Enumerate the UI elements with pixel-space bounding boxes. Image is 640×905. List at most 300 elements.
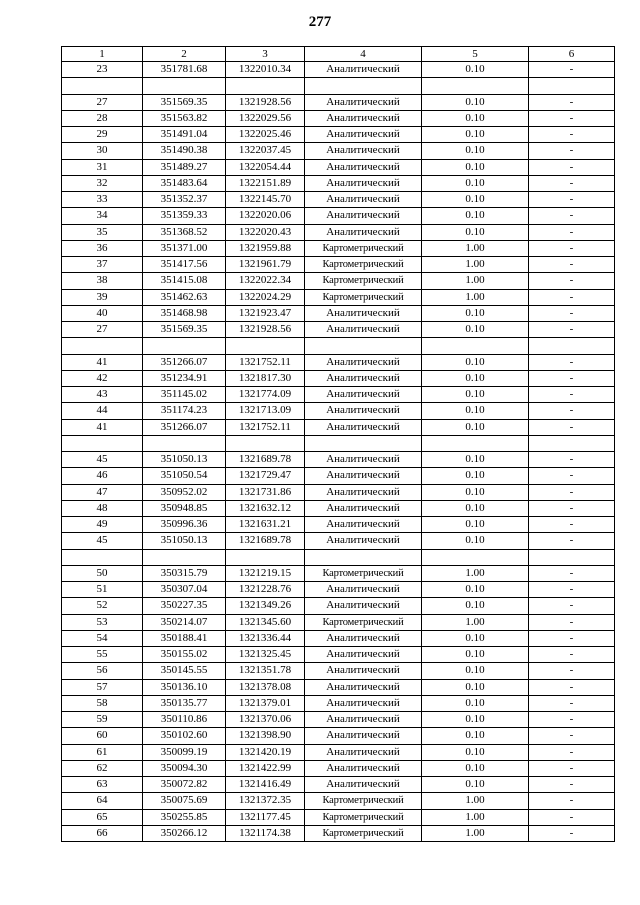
- x-coordinate-cell: 351368.52: [143, 224, 226, 240]
- table-row: [62, 777, 615, 793]
- method-cell: Аналитический: [305, 728, 422, 744]
- point-number-cell: 62: [62, 760, 143, 776]
- table-row: [62, 582, 615, 598]
- point-number-cell: 34: [62, 208, 143, 224]
- accuracy-cell: 0.10: [422, 419, 529, 435]
- accuracy-cell: 1.00: [422, 257, 529, 273]
- note-cell: -: [529, 110, 615, 126]
- table-row: [62, 614, 615, 630]
- table-row: [62, 500, 615, 516]
- accuracy-cell: 0.10: [422, 695, 529, 711]
- y-coordinate-cell: 1321928.56: [226, 322, 305, 338]
- x-coordinate-cell: 350188.41: [143, 630, 226, 646]
- x-coordinate-cell: 351483.64: [143, 175, 226, 191]
- table-row: [62, 370, 615, 386]
- method-cell: Аналитический: [305, 192, 422, 208]
- accuracy-cell: 0.10: [422, 484, 529, 500]
- x-coordinate-cell: 351781.68: [143, 62, 226, 78]
- point-number-cell: [62, 338, 143, 354]
- table-row: [62, 403, 615, 419]
- point-number-cell: 51: [62, 582, 143, 598]
- method-cell: Аналитический: [305, 387, 422, 403]
- accuracy-cell: 0.10: [422, 598, 529, 614]
- table-body: [62, 62, 615, 842]
- point-number-cell: [62, 435, 143, 451]
- note-cell: -: [529, 695, 615, 711]
- table-row-separator: [62, 78, 615, 94]
- y-coordinate-cell: 1321349.26: [226, 598, 305, 614]
- table-row: [62, 452, 615, 468]
- note-cell: -: [529, 647, 615, 663]
- point-number-cell: 33: [62, 192, 143, 208]
- x-coordinate-cell: 351050.13: [143, 533, 226, 549]
- note-cell: -: [529, 484, 615, 500]
- point-number-cell: 50: [62, 565, 143, 581]
- point-number-cell: 54: [62, 630, 143, 646]
- accuracy-cell: 0.10: [422, 777, 529, 793]
- note-cell: -: [529, 744, 615, 760]
- method-cell: Аналитический: [305, 322, 422, 338]
- x-coordinate-cell: 350099.19: [143, 744, 226, 760]
- table-row: [62, 517, 615, 533]
- method-cell: Аналитический: [305, 224, 422, 240]
- point-number-cell: 31: [62, 159, 143, 175]
- accuracy-cell: 0.10: [422, 517, 529, 533]
- header-cell: 2: [143, 47, 226, 62]
- accuracy-cell: 1.00: [422, 565, 529, 581]
- point-number-cell: 57: [62, 679, 143, 695]
- method-cell: Аналитический: [305, 663, 422, 679]
- note-cell: [529, 435, 615, 451]
- table-row-separator: [62, 549, 615, 565]
- y-coordinate-cell: 1322151.89: [226, 175, 305, 191]
- x-coordinate-cell: 350307.04: [143, 582, 226, 598]
- note-cell: -: [529, 273, 615, 289]
- y-coordinate-cell: 1321351.78: [226, 663, 305, 679]
- method-cell: Аналитический: [305, 110, 422, 126]
- accuracy-cell: 1.00: [422, 273, 529, 289]
- y-coordinate-cell: [226, 78, 305, 94]
- y-coordinate-cell: [226, 435, 305, 451]
- point-number-cell: 44: [62, 403, 143, 419]
- table-row: [62, 387, 615, 403]
- accuracy-cell: 0.10: [422, 582, 529, 598]
- x-coordinate-cell: 351050.13: [143, 452, 226, 468]
- point-number-cell: 43: [62, 387, 143, 403]
- point-number-cell: 27: [62, 94, 143, 110]
- x-coordinate-cell: 350996.36: [143, 517, 226, 533]
- accuracy-cell: 0.10: [422, 143, 529, 159]
- note-cell: -: [529, 598, 615, 614]
- y-coordinate-cell: 1321345.60: [226, 614, 305, 630]
- x-coordinate-cell: 351145.02: [143, 387, 226, 403]
- note-cell: -: [529, 143, 615, 159]
- point-number-cell: 60: [62, 728, 143, 744]
- table-row: [62, 712, 615, 728]
- method-cell: Аналитический: [305, 62, 422, 78]
- table-row: [62, 354, 615, 370]
- method-cell: Аналитический: [305, 370, 422, 386]
- accuracy-cell: 0.10: [422, 452, 529, 468]
- y-coordinate-cell: 1322029.56: [226, 110, 305, 126]
- y-coordinate-cell: 1321729.47: [226, 468, 305, 484]
- y-coordinate-cell: 1322037.45: [226, 143, 305, 159]
- x-coordinate-cell: 350315.79: [143, 565, 226, 581]
- point-number-cell: 55: [62, 647, 143, 663]
- note-cell: -: [529, 94, 615, 110]
- table-row: [62, 533, 615, 549]
- note-cell: -: [529, 452, 615, 468]
- x-coordinate-cell: 350255.85: [143, 809, 226, 825]
- method-cell: Аналитический: [305, 712, 422, 728]
- y-coordinate-cell: 1321370.06: [226, 712, 305, 728]
- table-row: [62, 127, 615, 143]
- method-cell: Аналитический: [305, 500, 422, 516]
- point-number-cell: 66: [62, 825, 143, 841]
- point-number-cell: [62, 78, 143, 94]
- method-cell: Картометрический: [305, 257, 422, 273]
- header-cell: 4: [305, 47, 422, 62]
- x-coordinate-cell: 350135.77: [143, 695, 226, 711]
- y-coordinate-cell: 1321379.01: [226, 695, 305, 711]
- method-cell: Аналитический: [305, 419, 422, 435]
- note-cell: [529, 549, 615, 565]
- y-coordinate-cell: 1321416.49: [226, 777, 305, 793]
- point-number-cell: 38: [62, 273, 143, 289]
- point-number-cell: 61: [62, 744, 143, 760]
- note-cell: -: [529, 809, 615, 825]
- note-cell: -: [529, 224, 615, 240]
- x-coordinate-cell: 351489.27: [143, 159, 226, 175]
- y-coordinate-cell: 1321174.38: [226, 825, 305, 841]
- x-coordinate-cell: 350110.86: [143, 712, 226, 728]
- method-cell: Аналитический: [305, 159, 422, 175]
- point-number-cell: 49: [62, 517, 143, 533]
- note-cell: -: [529, 565, 615, 581]
- y-coordinate-cell: 1322024.29: [226, 289, 305, 305]
- table-row: [62, 289, 615, 305]
- note-cell: -: [529, 468, 615, 484]
- accuracy-cell: 0.10: [422, 224, 529, 240]
- note-cell: -: [529, 777, 615, 793]
- point-number-cell: 41: [62, 419, 143, 435]
- y-coordinate-cell: 1322020.06: [226, 208, 305, 224]
- x-coordinate-cell: 350136.10: [143, 679, 226, 695]
- note-cell: -: [529, 289, 615, 305]
- header-cell: 1: [62, 47, 143, 62]
- note-cell: -: [529, 419, 615, 435]
- y-coordinate-cell: 1321631.21: [226, 517, 305, 533]
- accuracy-cell: 0.10: [422, 712, 529, 728]
- note-cell: -: [529, 403, 615, 419]
- note-cell: -: [529, 387, 615, 403]
- method-cell: Картометрический: [305, 289, 422, 305]
- accuracy-cell: 0.10: [422, 208, 529, 224]
- note-cell: -: [529, 354, 615, 370]
- point-number-cell: 56: [62, 663, 143, 679]
- table-row: [62, 760, 615, 776]
- note-cell: -: [529, 582, 615, 598]
- table-row: [62, 663, 615, 679]
- table-row: [62, 159, 615, 175]
- x-coordinate-cell: 351569.35: [143, 322, 226, 338]
- y-coordinate-cell: 1321689.78: [226, 533, 305, 549]
- method-cell: Аналитический: [305, 175, 422, 191]
- point-number-cell: 27: [62, 322, 143, 338]
- x-coordinate-cell: 350266.12: [143, 825, 226, 841]
- note-cell: -: [529, 663, 615, 679]
- y-coordinate-cell: 1321632.12: [226, 500, 305, 516]
- point-number-cell: 46: [62, 468, 143, 484]
- method-cell: Аналитический: [305, 777, 422, 793]
- x-coordinate-cell: [143, 549, 226, 565]
- method-cell: Картометрический: [305, 825, 422, 841]
- y-coordinate-cell: 1321228.76: [226, 582, 305, 598]
- accuracy-cell: 0.10: [422, 630, 529, 646]
- note-cell: -: [529, 728, 615, 744]
- point-number-cell: [62, 549, 143, 565]
- method-cell: Аналитический: [305, 533, 422, 549]
- x-coordinate-cell: 351415.08: [143, 273, 226, 289]
- note-cell: -: [529, 159, 615, 175]
- note-cell: -: [529, 793, 615, 809]
- accuracy-cell: [422, 549, 529, 565]
- header-cell: 5: [422, 47, 529, 62]
- note-cell: -: [529, 500, 615, 516]
- x-coordinate-cell: 351490.38: [143, 143, 226, 159]
- table-row: [62, 240, 615, 256]
- accuracy-cell: 0.10: [422, 322, 529, 338]
- x-coordinate-cell: 350214.07: [143, 614, 226, 630]
- y-coordinate-cell: [226, 338, 305, 354]
- method-cell: Аналитический: [305, 468, 422, 484]
- accuracy-cell: 0.10: [422, 663, 529, 679]
- accuracy-cell: 1.00: [422, 289, 529, 305]
- y-coordinate-cell: 1321689.78: [226, 452, 305, 468]
- point-number-cell: 59: [62, 712, 143, 728]
- y-coordinate-cell: 1321817.30: [226, 370, 305, 386]
- y-coordinate-cell: 1321378.08: [226, 679, 305, 695]
- x-coordinate-cell: 351468.98: [143, 305, 226, 321]
- x-coordinate-cell: 351371.00: [143, 240, 226, 256]
- method-cell: Аналитический: [305, 305, 422, 321]
- table-row: [62, 94, 615, 110]
- x-coordinate-cell: 351266.07: [143, 419, 226, 435]
- x-coordinate-cell: 351563.82: [143, 110, 226, 126]
- accuracy-cell: 0.10: [422, 159, 529, 175]
- point-number-cell: 35: [62, 224, 143, 240]
- method-cell: Картометрический: [305, 240, 422, 256]
- accuracy-cell: 0.10: [422, 175, 529, 191]
- point-number-cell: 23: [62, 62, 143, 78]
- y-coordinate-cell: 1321372.35: [226, 793, 305, 809]
- y-coordinate-cell: 1321398.90: [226, 728, 305, 744]
- table-row: [62, 484, 615, 500]
- accuracy-cell: 0.10: [422, 728, 529, 744]
- accuracy-cell: 0.10: [422, 647, 529, 663]
- page-number: 277: [308, 14, 332, 30]
- table-row: [62, 793, 615, 809]
- method-cell: Аналитический: [305, 143, 422, 159]
- y-coordinate-cell: 1321219.15: [226, 565, 305, 581]
- header-row: [62, 47, 615, 62]
- table-row: [62, 679, 615, 695]
- table-row: [62, 208, 615, 224]
- accuracy-cell: 0.10: [422, 744, 529, 760]
- y-coordinate-cell: 1322020.43: [226, 224, 305, 240]
- note-cell: -: [529, 240, 615, 256]
- point-number-cell: 52: [62, 598, 143, 614]
- x-coordinate-cell: 351266.07: [143, 354, 226, 370]
- x-coordinate-cell: 351462.63: [143, 289, 226, 305]
- y-coordinate-cell: 1321422.99: [226, 760, 305, 776]
- table-row: [62, 695, 615, 711]
- point-number-cell: 48: [62, 500, 143, 516]
- point-number-cell: 32: [62, 175, 143, 191]
- table-row: [62, 192, 615, 208]
- table-row: [62, 825, 615, 841]
- x-coordinate-cell: 350094.30: [143, 760, 226, 776]
- x-coordinate-cell: 350952.02: [143, 484, 226, 500]
- table-row-separator: [62, 338, 615, 354]
- x-coordinate-cell: [143, 435, 226, 451]
- x-coordinate-cell: 351569.35: [143, 94, 226, 110]
- method-cell: Картометрический: [305, 809, 422, 825]
- y-coordinate-cell: 1322145.70: [226, 192, 305, 208]
- table-row: [62, 809, 615, 825]
- accuracy-cell: 1.00: [422, 614, 529, 630]
- table-header: [62, 47, 615, 62]
- table-row: [62, 273, 615, 289]
- accuracy-cell: [422, 435, 529, 451]
- point-number-cell: 39: [62, 289, 143, 305]
- table-row: [62, 224, 615, 240]
- accuracy-cell: [422, 78, 529, 94]
- accuracy-cell: 0.10: [422, 500, 529, 516]
- accuracy-cell: [422, 338, 529, 354]
- table-row: [62, 419, 615, 435]
- point-number-cell: 45: [62, 533, 143, 549]
- y-coordinate-cell: [226, 549, 305, 565]
- method-cell: Аналитический: [305, 630, 422, 646]
- x-coordinate-cell: 351417.56: [143, 257, 226, 273]
- method-cell: Аналитический: [305, 744, 422, 760]
- note-cell: -: [529, 62, 615, 78]
- accuracy-cell: 0.10: [422, 354, 529, 370]
- method-cell: Аналитический: [305, 695, 422, 711]
- accuracy-cell: 0.10: [422, 62, 529, 78]
- point-number-cell: 45: [62, 452, 143, 468]
- point-number-cell: 37: [62, 257, 143, 273]
- table-row: [62, 322, 615, 338]
- method-cell: Аналитический: [305, 582, 422, 598]
- x-coordinate-cell: 351491.04: [143, 127, 226, 143]
- note-cell: -: [529, 712, 615, 728]
- note-cell: -: [529, 760, 615, 776]
- point-number-cell: 29: [62, 127, 143, 143]
- note-cell: -: [529, 370, 615, 386]
- note-cell: -: [529, 322, 615, 338]
- accuracy-cell: 1.00: [422, 809, 529, 825]
- table-row: [62, 598, 615, 614]
- table-row: [62, 744, 615, 760]
- point-number-cell: 63: [62, 777, 143, 793]
- x-coordinate-cell: 350145.55: [143, 663, 226, 679]
- point-number-cell: 53: [62, 614, 143, 630]
- y-coordinate-cell: 1321928.56: [226, 94, 305, 110]
- y-coordinate-cell: 1322022.34: [226, 273, 305, 289]
- x-coordinate-cell: 351050.54: [143, 468, 226, 484]
- method-cell: Аналитический: [305, 484, 422, 500]
- y-coordinate-cell: 1321752.11: [226, 354, 305, 370]
- method-cell: Аналитический: [305, 517, 422, 533]
- method-cell: Картометрический: [305, 614, 422, 630]
- y-coordinate-cell: 1321420.19: [226, 744, 305, 760]
- x-coordinate-cell: 350075.69: [143, 793, 226, 809]
- method-cell: [305, 435, 422, 451]
- accuracy-cell: 1.00: [422, 240, 529, 256]
- table-row: [62, 630, 615, 646]
- table-row: [62, 257, 615, 273]
- method-cell: [305, 549, 422, 565]
- note-cell: -: [529, 517, 615, 533]
- method-cell: Аналитический: [305, 647, 422, 663]
- x-coordinate-cell: [143, 78, 226, 94]
- x-coordinate-cell: 350102.60: [143, 728, 226, 744]
- point-number-cell: 42: [62, 370, 143, 386]
- accuracy-cell: 0.10: [422, 679, 529, 695]
- x-coordinate-cell: 351174.23: [143, 403, 226, 419]
- method-cell: Аналитический: [305, 679, 422, 695]
- x-coordinate-cell: 351359.33: [143, 208, 226, 224]
- table-row: [62, 110, 615, 126]
- table-row: [62, 62, 615, 78]
- x-coordinate-cell: 351234.91: [143, 370, 226, 386]
- point-number-cell: 36: [62, 240, 143, 256]
- point-number-cell: 64: [62, 793, 143, 809]
- table-row: [62, 143, 615, 159]
- x-coordinate-cell: 350227.35: [143, 598, 226, 614]
- x-coordinate-cell: 350155.02: [143, 647, 226, 663]
- note-cell: -: [529, 175, 615, 191]
- note-cell: -: [529, 257, 615, 273]
- method-cell: Аналитический: [305, 452, 422, 468]
- accuracy-cell: 0.10: [422, 403, 529, 419]
- table-row: [62, 468, 615, 484]
- point-number-cell: 58: [62, 695, 143, 711]
- method-cell: [305, 78, 422, 94]
- note-cell: [529, 78, 615, 94]
- method-cell: Картометрический: [305, 273, 422, 289]
- method-cell: Аналитический: [305, 760, 422, 776]
- y-coordinate-cell: 1321959.88: [226, 240, 305, 256]
- accuracy-cell: 0.10: [422, 468, 529, 484]
- header-cell: 6: [529, 47, 615, 62]
- method-cell: Аналитический: [305, 94, 422, 110]
- method-cell: Аналитический: [305, 127, 422, 143]
- y-coordinate-cell: 1322010.34: [226, 62, 305, 78]
- y-coordinate-cell: 1321923.47: [226, 305, 305, 321]
- note-cell: -: [529, 679, 615, 695]
- note-cell: -: [529, 127, 615, 143]
- y-coordinate-cell: 1321325.45: [226, 647, 305, 663]
- method-cell: [305, 338, 422, 354]
- table-row: [62, 565, 615, 581]
- accuracy-cell: 0.10: [422, 370, 529, 386]
- accuracy-cell: 0.10: [422, 94, 529, 110]
- table-row: [62, 647, 615, 663]
- x-coordinate-cell: 351352.37: [143, 192, 226, 208]
